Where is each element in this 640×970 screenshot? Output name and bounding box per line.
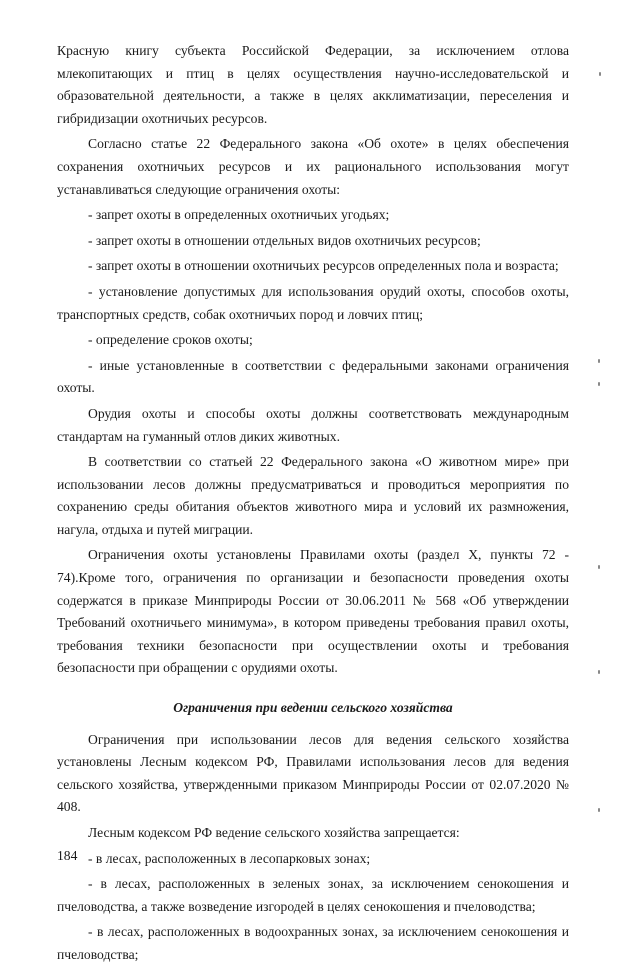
paragraph: Красную книгу субъекта Российской Федерации, за исключением отлова млекопитающих и птиц в целях осуществления научно-исследовательской и образовательной деятельности, а также в целях акклиматизации, переселения и гибридизации охотничьих ресурсов. — [57, 43, 569, 126]
paragraph: - иные установленные в соответствии с федеральными законами ограничения охоты. — [57, 357, 569, 396]
paragraph: - определение сроков охоты; — [88, 332, 253, 348]
scan-mark — [598, 382, 600, 386]
paragraph: Ограничения при использовании лесов для ведения сельского хозяйства установлены Лесным кодексом РФ, Правилами использования лесов для ведения сельского хозяйства, утвержденными приказом Минприроды России от 02.07.2020 № 408. — [57, 731, 569, 815]
paragraph: Лесным кодексом РФ ведение сельского хозяйства запрещается: — [88, 825, 460, 840]
page-number: 184 — [57, 848, 78, 863]
paragraph: Ограничения охоты установлены Правилами охоты (раздел X, пункты 72 - 74).Кроме того, ограничения по организации и безопасности проведения охоты содержатся в приказе Минприроды России от 30.06.2011 № 568 «Об утверждении Требований охотничьего минимума», в котором приведены требования правил охоты, требования техники безопасности при осуществлении охоты и требования безопасности при обращении с орудиями охоты. — [57, 547, 569, 676]
paragraph: - в лесах, расположенных в лесопарковых зонах; — [88, 850, 371, 866]
paragraph: - в лесах, расположенных в зеленых зонах, за исключением сенокошения и пчеловодства, а также возведение изгородей в целях сенокошения и пчеловодства; — [57, 876, 569, 914]
scan-mark — [598, 670, 600, 674]
paragraph: - запрет охоты в отношении отдельных видов охотничьих ресурсов; — [88, 232, 481, 248]
scan-mark — [598, 565, 600, 569]
paragraph: В соответствии со статьей 22 Федерального закона «О животном мире» при использовании лесов должны предусматриваться и проводиться мероприятия по сохранению среды обитания объектов животного мира и условий их размножения, нагула, отдыха и путей миграции. — [57, 454, 569, 537]
scan-mark — [598, 359, 600, 363]
paragraph: Согласно статье 22 Федерального закона «Об охоте» в целях обеспечения сохранения охотничьих ресурсов и их рационального использования могут устанавливаться следующие ограничения охоты: — [57, 136, 569, 197]
paragraph: - в лесах, расположенных в водоохранных зонах, за исключением сенокошения и пчеловодства; — [57, 924, 569, 962]
paragraph: - установление допустимых для использования орудий охоты, способов охоты, транспортных средств, собак охотничьих пород и ловчих птиц; — [57, 283, 569, 322]
paragraph: - запрет охоты в отношении охотничьих ресурсов определенных пола и возраста; — [88, 258, 559, 274]
section-heading: Ограничения при ведении сельского хозяйства — [173, 700, 453, 716]
paragraph: Орудия охоты и способы охоты должны соответствовать международным стандартам на гуманный отлов диких животных. — [57, 405, 569, 444]
paragraph: - запрет охоты в определенных охотничьих угодьях; — [88, 207, 390, 223]
scan-mark — [599, 72, 601, 76]
document-body — [57, 40, 569, 970]
scan-mark — [598, 808, 600, 812]
